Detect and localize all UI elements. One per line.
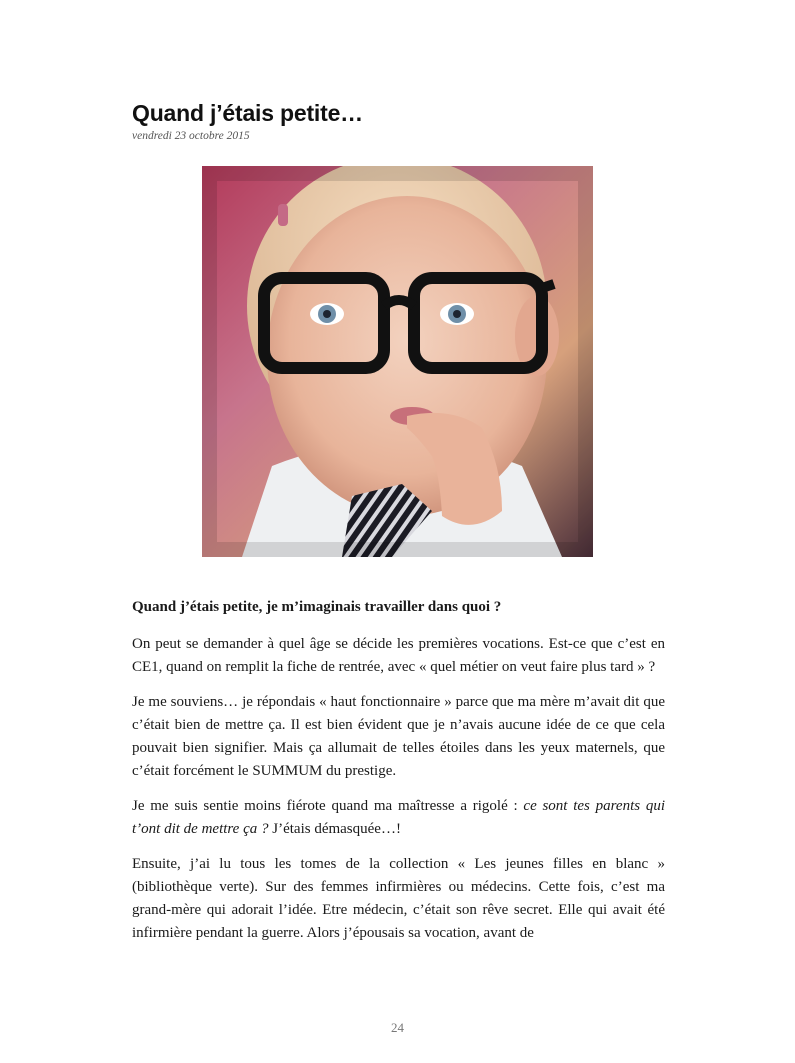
article-body <box>132 596 665 957</box>
article-lead: Quand j’étais petite, je m’imaginais travailler dans quoi ? <box>132 599 502 615</box>
paragraph-3 <box>132 795 665 841</box>
page-number: 24 <box>391 1020 404 1035</box>
teacher-quote: ce sont tes parents qui t’ont dit de mettre ça ? <box>132 798 665 837</box>
post-date: vendredi 23 octobre 2015 <box>132 130 250 142</box>
article-photo <box>202 166 593 557</box>
paragraph-1: On peut se demander à quel âge se décide les premières vocations. Est-ce que c’est en CE1, quand on remplit la fiche de rentrée, avec « quel métier on veut faire plus tard » ? <box>132 636 665 675</box>
paragraph-2: Je me souviens… je répondais « haut fonctionnaire » parce que ma mère m’avait dit que c’était bien de mettre ça. Il est bien évident que je n’avais aucune idée de ce que cela pouvait bien signifier. Mais ça allumait de telles étoiles dans les yeux maternels, que c’était forcément le SUMMUM du prestige. <box>132 694 665 779</box>
page-title: Quand j’étais petite… <box>132 100 363 126</box>
paragraph-3-start: Je me suis sentie moins fiérote quand ma maîtresse a rigolé : <box>132 798 524 814</box>
paragraph-4: Ensuite, j’ai lu tous les tomes de la collection « Les jeunes filles en blanc » (bibliothèque verte). Sur des femmes infirmières ou médecins. Cette fois, c’est ma grand-mère qui adorait l’idée. Etre médecin, c’était son rêve secret. Elle qui avait été infirmière pendant la guerre. Alors j’épousais sa vocation, avant de <box>132 856 665 941</box>
paragraph-3-end: J’étais démasquée…! <box>268 821 401 837</box>
